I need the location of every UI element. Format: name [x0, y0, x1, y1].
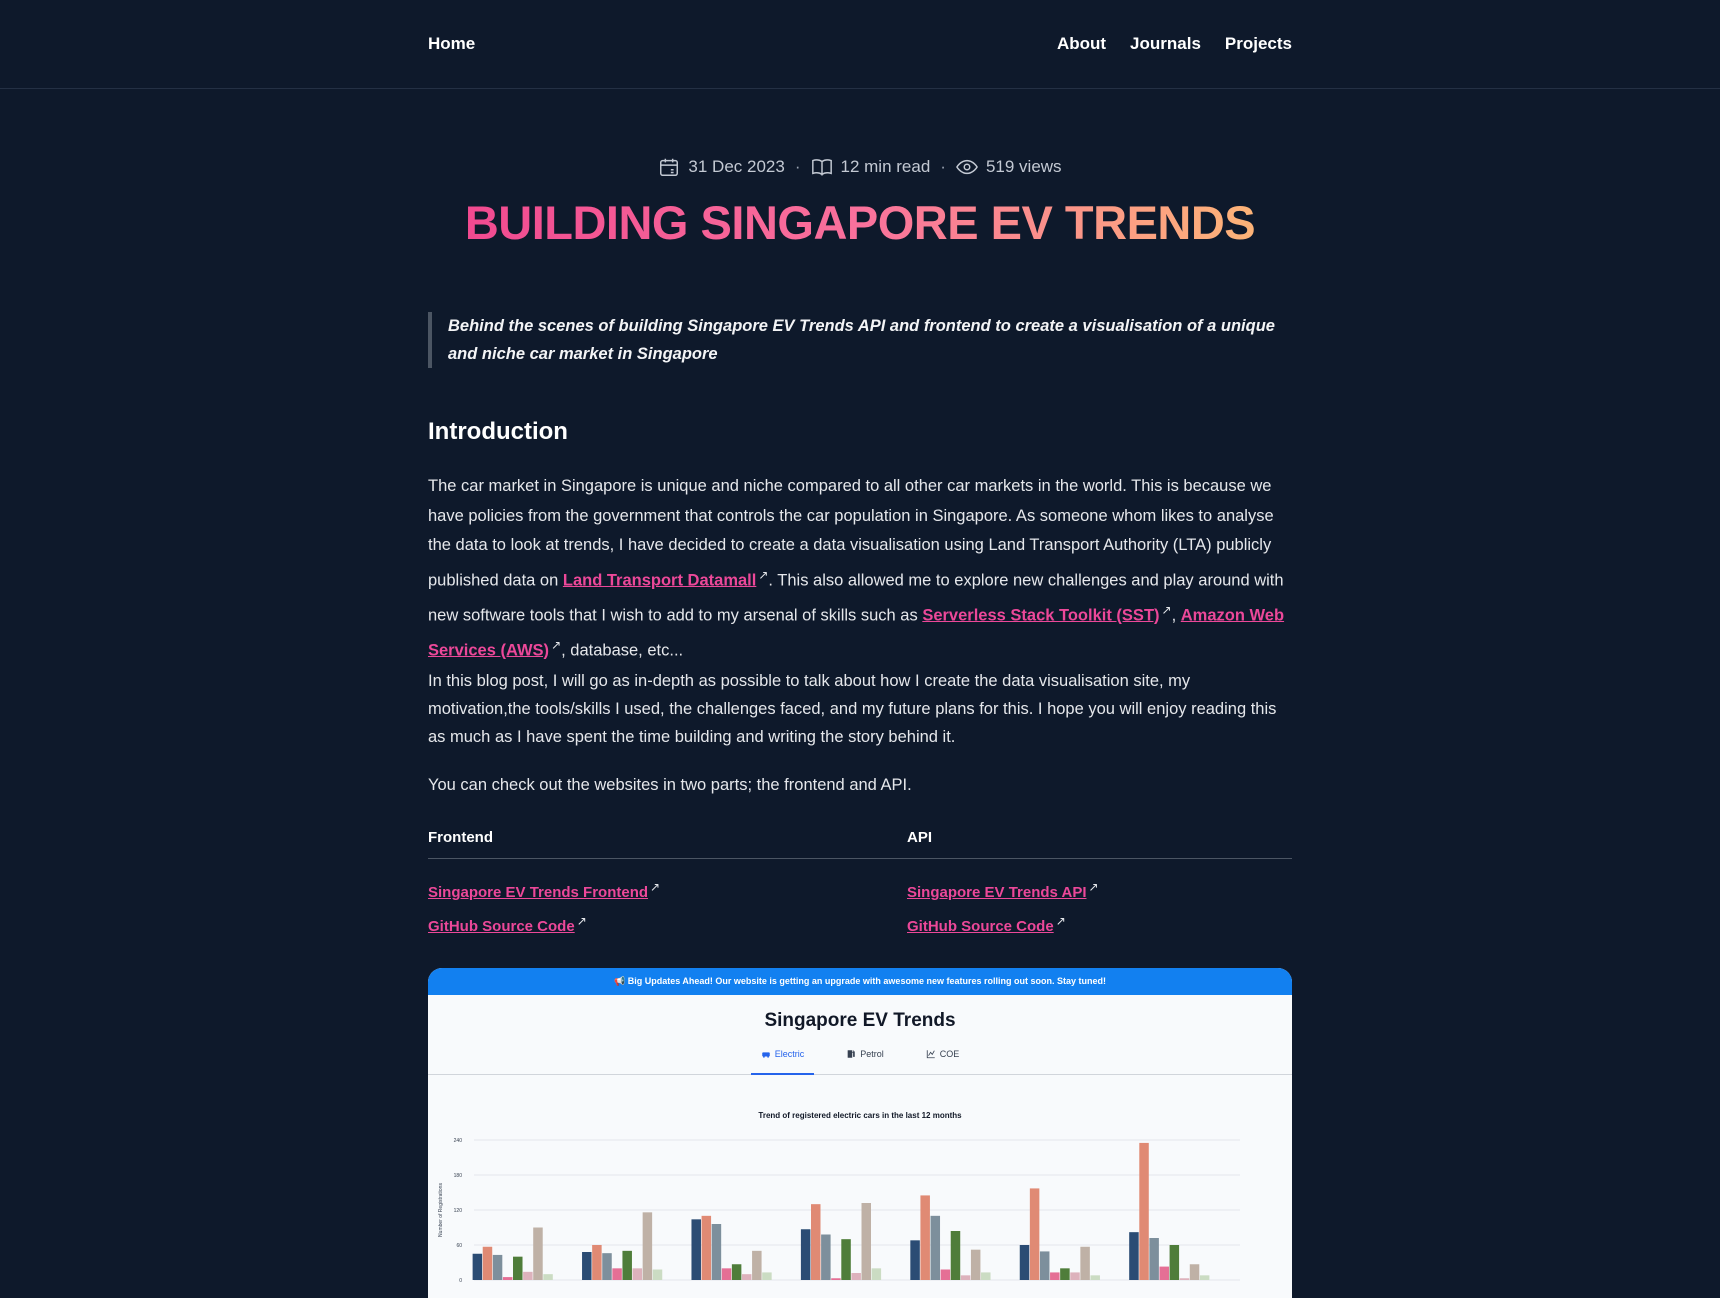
- frontend-github-link[interactable]: GitHub Source Code: [428, 918, 575, 935]
- chart-bar: [1020, 1245, 1029, 1280]
- chart-bar: [981, 1272, 991, 1280]
- tab-electric[interactable]: [751, 1046, 815, 1075]
- chart-bar: [821, 1235, 831, 1281]
- chart-bar: [951, 1231, 961, 1280]
- chart-bar: [1129, 1232, 1139, 1280]
- book-icon: [811, 156, 833, 178]
- chart-area: [428, 1118, 1292, 1298]
- api-header: API: [907, 829, 933, 846]
- nav-home-link[interactable]: Home: [428, 34, 476, 53]
- intro-text: . This also allowed me to explore new challenges and play around with new software tools that I wish to add to my arsenal of skills such as: [428, 571, 1284, 624]
- chart-bar: [1030, 1188, 1040, 1280]
- chart-bar: [473, 1254, 483, 1280]
- api-github-link[interactable]: GitHub Source Code: [907, 918, 1054, 935]
- external-link-icon: ↗: [1088, 880, 1099, 894]
- chart-bar: [1149, 1238, 1159, 1280]
- tab-label: Electric: [774, 1049, 805, 1059]
- external-link-icon: ↗: [1055, 914, 1066, 928]
- chart-bar: [752, 1251, 762, 1280]
- read-time: 12 min read: [840, 157, 931, 176]
- chart-bar: [533, 1228, 543, 1281]
- fuel-icon: [846, 1049, 856, 1059]
- nav-journals-link[interactable]: Journals: [1130, 34, 1201, 53]
- frontend-column: [428, 873, 907, 941]
- chart-bar: [841, 1239, 851, 1280]
- chart-title: Trend of registered electric cars in the last 12 months: [758, 1111, 962, 1120]
- chart-line-icon: [926, 1049, 936, 1059]
- api-column: [907, 873, 1292, 941]
- motivation-paragraph: In this blog post, I will go as in-depth as possible to talk about how I create the data visualisation site, my motivation,the tools/skills I used, the challenges faced, and my future plans for this. I hope you will enjoy reading this as much as I have spent the time building and writing the story behind it.: [428, 672, 1277, 746]
- post-date: 31 Dec 2023: [688, 157, 785, 176]
- chart-bar: [633, 1268, 643, 1280]
- y-tick-label: 0: [459, 1278, 462, 1284]
- tab-label: Petrol: [860, 1049, 884, 1059]
- screenshot-title: Singapore EV Trends: [764, 1010, 956, 1031]
- chart-bar: [653, 1270, 663, 1281]
- y-tick-label: 240: [453, 1138, 462, 1144]
- chart-bar: [920, 1195, 930, 1280]
- chart-bar: [742, 1274, 752, 1280]
- date-meta: [658, 156, 784, 178]
- views-meta: [956, 156, 1062, 178]
- chart-bar: [1090, 1275, 1100, 1280]
- sst-link[interactable]: Serverless Stack Toolkit (SST): [922, 606, 1160, 624]
- external-link-icon: ↗: [650, 880, 661, 894]
- intro-text: The car market in Singapore is unique and niche compared to all other car markets in the world. This is because we have policies from the government that controls the car population in Singapore. As someone whom likes to analyse the data to look at trends, I have decided to create a data visualisation using Land Transport Authority (LTA) publicly published data on: [428, 477, 1274, 589]
- chart-bar: [851, 1273, 861, 1280]
- nav-links: [1057, 34, 1292, 54]
- chart-bar: [543, 1274, 553, 1280]
- calendar-icon: [658, 156, 680, 178]
- chart-bar: [622, 1251, 632, 1280]
- intro-paragraph: [428, 472, 1292, 666]
- chart-bar: [702, 1216, 712, 1280]
- chart-bar: [592, 1245, 602, 1280]
- chart-bar: [1080, 1247, 1090, 1280]
- post-summary-quote: Behind the scenes of building Singapore EV Trends API and frontend to create a visualisation of a unique and niche car market in Singapore: [428, 312, 1292, 368]
- chart-bar: [872, 1268, 882, 1280]
- chart-bar: [971, 1250, 981, 1280]
- chart-bar: [1050, 1272, 1060, 1280]
- datamall-link[interactable]: Land Transport Datamall: [562, 571, 757, 589]
- chart-bar: [493, 1255, 503, 1280]
- chart-bar: [691, 1219, 701, 1280]
- nav-projects-link[interactable]: Projects: [1224, 34, 1292, 53]
- chart-bar: [612, 1268, 622, 1280]
- chart-bar: [1159, 1267, 1169, 1280]
- table-header: [428, 829, 1292, 859]
- chart-bar: [712, 1224, 722, 1280]
- chart-bar: [831, 1278, 841, 1280]
- chart-bar: [643, 1212, 653, 1280]
- nav-about-link[interactable]: About: [1056, 34, 1107, 53]
- tab-petrol[interactable]: [836, 1046, 894, 1075]
- external-link-icon: ↗: [1161, 602, 1172, 617]
- chart-bar: [1060, 1268, 1070, 1280]
- external-link-icon: ↗: [551, 637, 562, 652]
- post-meta: [428, 156, 1292, 178]
- chart-bar: [602, 1253, 612, 1280]
- api-site-link[interactable]: Singapore EV Trends API: [907, 884, 1087, 901]
- chart-bar: [801, 1229, 811, 1280]
- chart-bar: [1040, 1251, 1050, 1280]
- post-title: BUILDING SINGAPORE EV TRENDS: [428, 195, 1292, 250]
- chart-bar: [862, 1203, 872, 1280]
- chart-bar: [931, 1216, 941, 1280]
- intro-text: ,: [1171, 606, 1181, 624]
- chart-bar: [941, 1270, 951, 1281]
- chart-bar: [513, 1257, 523, 1280]
- eye-icon: [956, 156, 978, 178]
- chart-bar: [1190, 1264, 1200, 1280]
- registrations-bar-chart: [428, 1118, 1292, 1298]
- chart-bar: [722, 1268, 732, 1280]
- chart-bar: [1139, 1143, 1149, 1280]
- frontend-site-link[interactable]: Singapore EV Trends Frontend: [428, 884, 649, 901]
- tab-coe[interactable]: [916, 1046, 970, 1075]
- chart-bar: [483, 1247, 493, 1280]
- view-count: 519 views: [985, 157, 1062, 176]
- chart-bar: [762, 1272, 772, 1280]
- chart-bar: [732, 1264, 742, 1280]
- external-link-icon: ↗: [576, 914, 587, 928]
- read-time-meta: [811, 156, 931, 178]
- tab-label: COE: [939, 1049, 960, 1059]
- y-tick-label: 120: [453, 1208, 462, 1214]
- meta-separator: ·: [940, 157, 946, 176]
- frontend-header: Frontend: [428, 829, 493, 846]
- chart-bar: [910, 1240, 920, 1280]
- aws-link[interactable]: Amazon Web Services (AWS): [428, 606, 1285, 659]
- y-tick-label: 60: [456, 1243, 462, 1249]
- chart-bar: [1200, 1275, 1210, 1280]
- table-body: [428, 859, 1292, 941]
- chart-bar: [523, 1272, 533, 1280]
- chart-bar: [582, 1252, 592, 1280]
- screenshot-tabs: [428, 1046, 1292, 1075]
- chart-bar: [1170, 1245, 1180, 1280]
- intro-text: , database, etc...: [561, 641, 684, 659]
- car-icon: [761, 1049, 771, 1059]
- chart-bar: [1070, 1272, 1080, 1280]
- chart-bar: [961, 1275, 971, 1280]
- websites-paragraph: You can check out the websites in two parts; the frontend and API.: [428, 776, 912, 794]
- y-axis-label: Number of Registrations: [438, 1183, 444, 1237]
- links-table: [428, 829, 1292, 941]
- chart-bar: [811, 1204, 821, 1280]
- site-screenshot: [428, 968, 1292, 1298]
- y-tick-label: 180: [453, 1173, 462, 1179]
- top-navbar: [0, 0, 1720, 89]
- introduction-heading: Introduction: [428, 418, 568, 445]
- update-banner: 📢 Big Updates Ahead! Our website is getting an upgrade with awesome new features rolling out soon. Stay tuned!: [428, 968, 1292, 995]
- external-link-icon: ↗: [758, 567, 769, 582]
- chart-bar: [503, 1277, 513, 1280]
- meta-separator: ·: [794, 157, 801, 176]
- chart-bar: [1180, 1278, 1190, 1280]
